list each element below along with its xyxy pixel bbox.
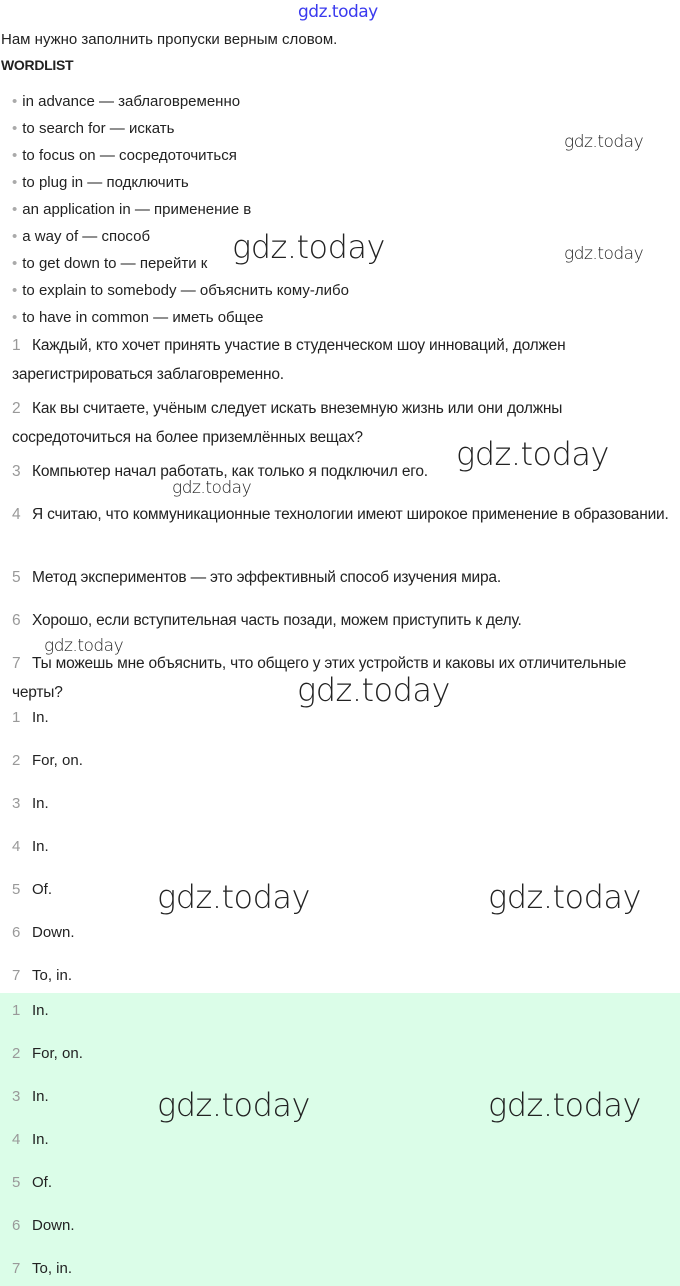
- watermark-logo: gdz.today: [298, 2, 378, 22]
- wordlist-item: • to explain to somebody — объяснить кому-либо: [12, 282, 349, 299]
- wordlist-item: • to have in common — иметь общее: [12, 309, 264, 326]
- wordlist-item: • to search for — искать: [12, 120, 175, 137]
- highlighted-answer-item: 4 In.: [12, 1131, 49, 1148]
- watermark: gdz.today: [488, 1086, 641, 1124]
- highlighted-answer-item: 5 Of.: [12, 1174, 53, 1191]
- bullet-icon: •: [12, 174, 18, 191]
- answer-item: 5 Of.: [12, 881, 53, 898]
- bullet-icon: •: [12, 228, 18, 245]
- answer-item: 3 In.: [12, 795, 49, 812]
- task-instruction: Нам нужно заполнить пропуски верным словом.: [1, 31, 338, 48]
- highlighted-answer-item: 3 In.: [12, 1088, 49, 1105]
- highlighted-answer-item: 1 In.: [12, 1002, 49, 1019]
- watermark: gdz.today: [157, 878, 310, 916]
- bullet-icon: •: [12, 120, 18, 137]
- answer-item: 7 To, in.: [12, 967, 73, 984]
- wordlist-item: • to focus on — сосредоточиться: [12, 147, 237, 164]
- sentence-item: 7 Ты можешь мне объяснить, что общего у этих устройств и каковы их отличительные черты?: [12, 655, 627, 701]
- sentence-item: 5 Метод экспериментов — это эффективный способ изучения мира.: [12, 569, 501, 586]
- bullet-icon: •: [12, 255, 18, 272]
- highlighted-answer-item: 2 For, on.: [12, 1045, 83, 1062]
- sentence-item: 2 Как вы считаете, учёным следует искать внеземную жизнь или они должны сосредоточиться на более приземлённых вещах?: [12, 400, 563, 446]
- answer-item: 1 In.: [12, 709, 49, 726]
- watermark: gdz.today: [232, 228, 385, 266]
- wordlist-item: • a way of — способ: [12, 228, 151, 245]
- bullet-icon: •: [12, 201, 18, 218]
- sentence-item: 4 Я считаю, что коммуникационные технологии имеют широкое применение в образовании.: [12, 506, 669, 523]
- watermark: gdz.today: [564, 244, 644, 264]
- highlighted-answer-item: 7 To, in.: [12, 1260, 73, 1277]
- bullet-icon: •: [12, 282, 18, 299]
- watermark: gdz.today: [456, 435, 609, 473]
- watermark: gdz.today: [564, 132, 644, 152]
- wordlist-item: • an application in — применение в: [12, 201, 252, 218]
- bullet-icon: •: [12, 93, 18, 110]
- bullet-icon: •: [12, 309, 18, 326]
- sentence-item: 1 Каждый, кто хочет принять участие в студенческом шоу инноваций, должен зарегистрироваться заблаговременно.: [12, 337, 566, 383]
- sentence-item: 3 Компьютер начал работать, как только я подключил его.: [12, 463, 428, 480]
- watermark: gdz.today: [297, 671, 450, 709]
- watermark: gdz.today: [157, 1086, 310, 1124]
- wordlist: [12, 91, 349, 334]
- wordlist-item: • to plug in — подключить: [12, 174, 189, 191]
- wordlist-item: • to get down to — перейти к: [12, 255, 208, 272]
- answer-item: 6 Down.: [12, 924, 75, 941]
- highlighted-answer-item: 6 Down.: [12, 1217, 75, 1234]
- answer-item: 4 In.: [12, 838, 49, 855]
- sentence-item: 6 Хорошо, если вступительная часть позади, можем приступить к делу.: [12, 612, 522, 629]
- watermark: gdz.today: [488, 878, 641, 916]
- bullet-icon: •: [12, 147, 18, 164]
- wordlist-title: WORDLIST: [1, 57, 74, 73]
- watermark: gdz.today: [44, 636, 124, 656]
- wordlist-item: • in advance — заблаговременно: [12, 93, 241, 110]
- watermark: gdz.today: [172, 478, 252, 498]
- highlighted-answers-block: [0, 993, 680, 1286]
- answer-item: 2 For, on.: [12, 752, 83, 769]
